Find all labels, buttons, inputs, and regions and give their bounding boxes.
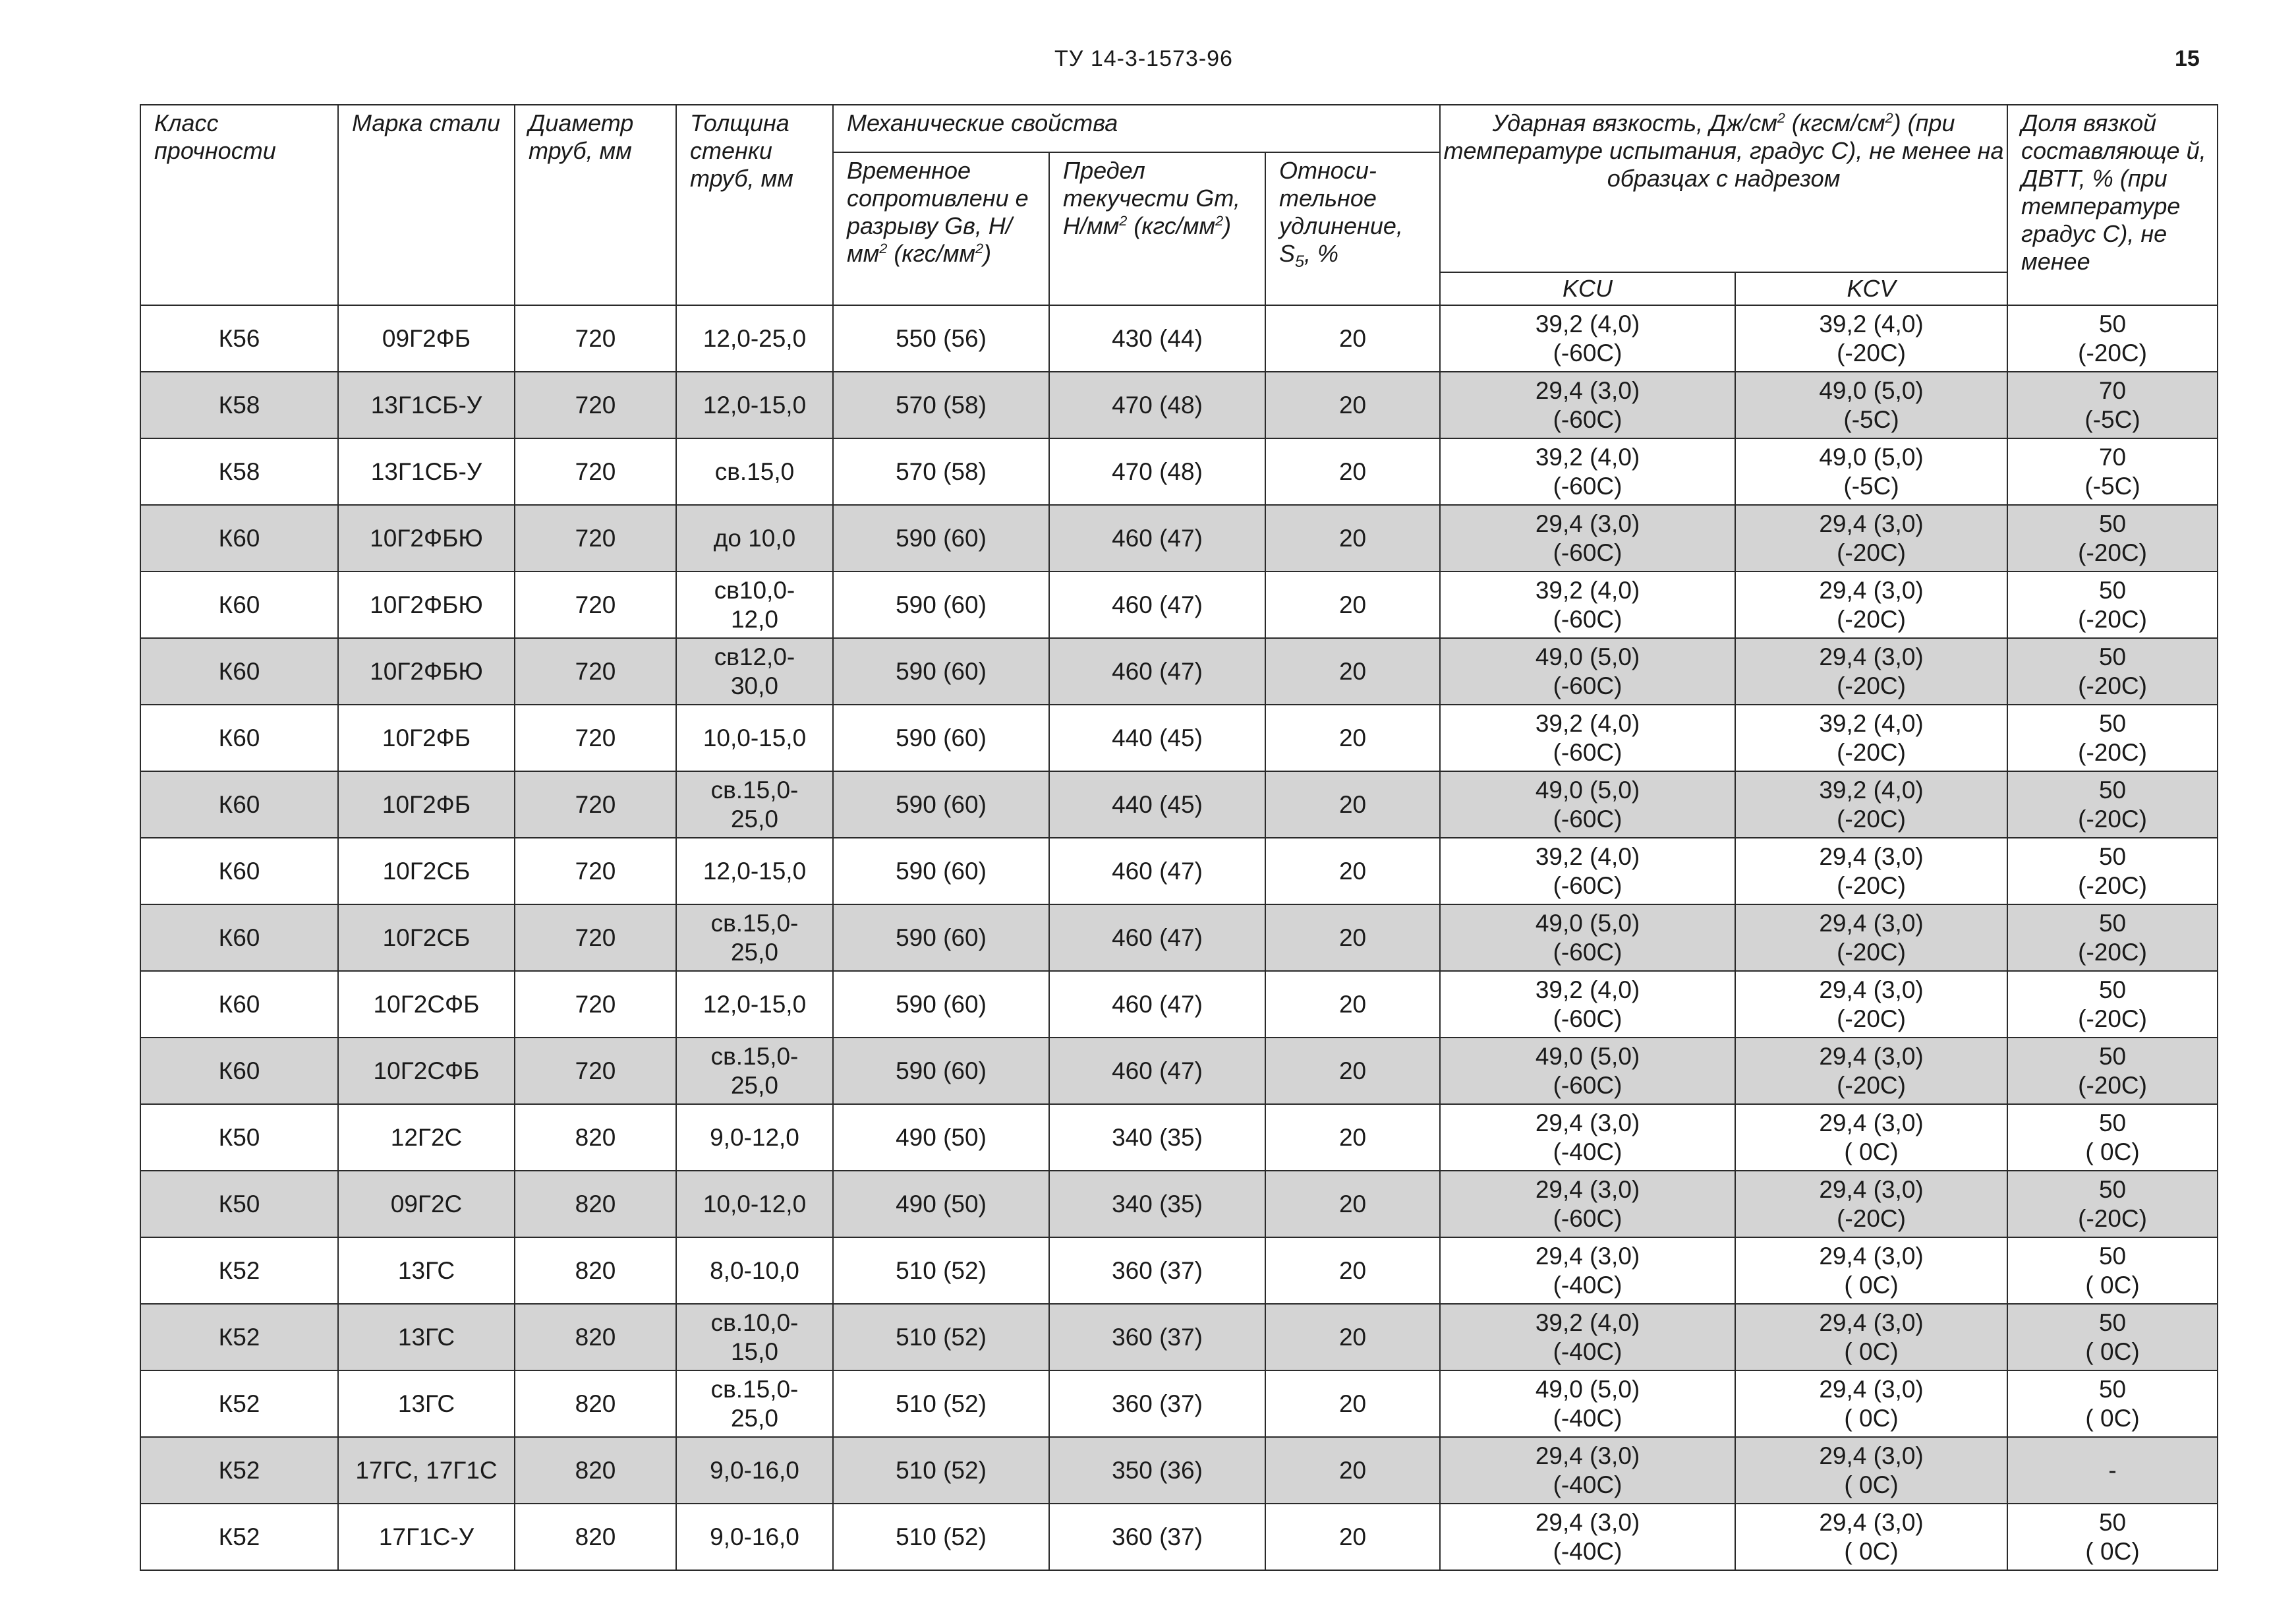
strength-class-cell: К60 <box>140 838 338 904</box>
kcu-cell: 49,0 (5,0) (-60С) <box>1440 1038 1735 1104</box>
ductile-fraction-cell: 50 (-20С) <box>2007 1038 2218 1104</box>
diameter-cell: 820 <box>515 1304 676 1370</box>
strength-class-cell: К52 <box>140 1370 338 1437</box>
steel-grade-cell: 10Г2СФБ <box>338 1038 515 1104</box>
kcv-cell: 29,4 (3,0) (-20С) <box>1735 572 2007 638</box>
tensile-strength-cell: 590 (60) <box>833 572 1049 638</box>
diameter-cell: 820 <box>515 1104 676 1171</box>
table-row <box>140 838 2218 904</box>
diameter-cell: 720 <box>515 638 676 705</box>
yield-strength-cell: 350 (36) <box>1049 1437 1265 1504</box>
steel-grade-cell: 13ГС <box>338 1304 515 1370</box>
kcv-cell: 29,4 (3,0) (-20С) <box>1735 838 2007 904</box>
table-row <box>140 1304 2218 1370</box>
strength-class-cell: К56 <box>140 305 338 372</box>
table-row <box>140 1437 2218 1504</box>
tensile-strength-cell: 590 (60) <box>833 638 1049 705</box>
wall-thickness-cell: 12,0-15,0 <box>676 838 833 904</box>
yield-strength-cell: 360 (37) <box>1049 1370 1265 1437</box>
strength-class-cell: К60 <box>140 572 338 638</box>
tensile-strength-cell: 510 (52) <box>833 1504 1049 1570</box>
elongation-cell: 20 <box>1265 904 1440 971</box>
kcu-cell: 39,2 (4,0) (-60С) <box>1440 971 1735 1038</box>
ductile-fraction-cell: 50 (-20С) <box>2007 505 2218 572</box>
yield-strength-cell: 460 (47) <box>1049 572 1265 638</box>
strength-class-cell: К60 <box>140 771 338 838</box>
tensile-strength-cell: 510 (52) <box>833 1370 1049 1437</box>
yield-strength-cell: 340 (35) <box>1049 1171 1265 1237</box>
header-tensile-strength: Временное сопротивлени е разрыву Gв, $Н/мм^2$ $(кгс/мм^2)$ <box>833 152 1049 305</box>
header-wall-thickness: Толщина стенки труб, мм <box>676 105 833 305</box>
kcv-cell: 29,4 (3,0) ( 0С) <box>1735 1370 2007 1437</box>
wall-thickness-cell: св.15,0- 25,0 <box>676 771 833 838</box>
wall-thickness-cell: 12,0-25,0 <box>676 305 833 372</box>
kcu-cell: 29,4 (3,0) (-60С) <box>1440 505 1735 572</box>
kcv-cell: 29,4 (3,0) (-20С) <box>1735 904 2007 971</box>
tensile-strength-cell: 590 (60) <box>833 705 1049 771</box>
diameter-cell: 720 <box>515 838 676 904</box>
table-row <box>140 904 2218 971</box>
tensile-strength-cell: 510 (52) <box>833 1304 1049 1370</box>
kcu-cell: 39,2 (4,0) (-60С) <box>1440 438 1735 505</box>
table-header <box>140 105 2218 305</box>
header-yield-strength: Предел текучести Gт, $Н/мм^2$ $(кгс/мм^2)$ <box>1049 152 1265 305</box>
diameter-cell: 720 <box>515 904 676 971</box>
wall-thickness-cell: до 10,0 <box>676 505 833 572</box>
header-kcu: KCU <box>1440 272 1735 305</box>
elongation-cell: 20 <box>1265 1237 1440 1304</box>
kcv-cell: 39,2 (4,0) (-20С) <box>1735 705 2007 771</box>
ductile-fraction-cell: 50 ( 0С) <box>2007 1504 2218 1570</box>
tensile-strength-cell: 590 (60) <box>833 971 1049 1038</box>
diameter-cell: 820 <box>515 1504 676 1570</box>
wall-thickness-cell: св.15,0- 25,0 <box>676 904 833 971</box>
strength-class-cell: К60 <box>140 705 338 771</box>
yield-strength-cell: 460 (47) <box>1049 505 1265 572</box>
strength-class-cell: К60 <box>140 971 338 1038</box>
yield-strength-cell: 360 (37) <box>1049 1237 1265 1304</box>
header-steel-grade: Марка стали <box>338 105 515 305</box>
ductile-fraction-cell: 50 ( 0С) <box>2007 1237 2218 1304</box>
table-row <box>140 705 2218 771</box>
elongation-cell: 20 <box>1265 1038 1440 1104</box>
steel-grade-cell: 12Г2С <box>338 1104 515 1171</box>
ductile-fraction-cell: 50 (-20С) <box>2007 771 2218 838</box>
kcu-cell: 29,4 (3,0) (-40С) <box>1440 1237 1735 1304</box>
table-body <box>140 305 2218 1570</box>
elongation-cell: 20 <box>1265 838 1440 904</box>
elongation-cell: 20 <box>1265 438 1440 505</box>
ductile-fraction-cell: 50 ( 0С) <box>2007 1304 2218 1370</box>
kcv-cell: 29,4 (3,0) ( 0С) <box>1735 1304 2007 1370</box>
kcv-cell: 39,2 (4,0) (-20С) <box>1735 305 2007 372</box>
ductile-fraction-cell: 50 (-20С) <box>2007 1171 2218 1237</box>
kcu-cell: 49,0 (5,0) (-60С) <box>1440 904 1735 971</box>
steel-grade-cell: 09Г2С <box>338 1171 515 1237</box>
steel-grade-cell: 17Г1С-У <box>338 1504 515 1570</box>
tensile-strength-cell: 570 (58) <box>833 372 1049 438</box>
kcv-cell: 39,2 (4,0) (-20С) <box>1735 771 2007 838</box>
steel-grade-cell: 09Г2ФБ <box>338 305 515 372</box>
header-kcv: KCV <box>1735 272 2007 305</box>
table-row <box>140 305 2218 372</box>
diameter-cell: 720 <box>515 705 676 771</box>
wall-thickness-cell: св12,0- 30,0 <box>676 638 833 705</box>
diameter-cell: 720 <box>515 372 676 438</box>
diameter-cell: 820 <box>515 1237 676 1304</box>
elongation-cell: 20 <box>1265 305 1440 372</box>
strength-class-cell: К50 <box>140 1171 338 1237</box>
kcv-cell: 29,4 (3,0) ( 0С) <box>1735 1504 2007 1570</box>
table-row <box>140 1104 2218 1171</box>
diameter-cell: 720 <box>515 505 676 572</box>
elongation-cell: 20 <box>1265 638 1440 705</box>
yield-strength-cell: 340 (35) <box>1049 1104 1265 1171</box>
tensile-strength-cell: 570 (58) <box>833 438 1049 505</box>
strength-class-cell: К60 <box>140 638 338 705</box>
kcv-cell: 29,4 (3,0) (-20С) <box>1735 638 2007 705</box>
wall-thickness-cell: 10,0-12,0 <box>676 1171 833 1237</box>
yield-strength-cell: 460 (47) <box>1049 1038 1265 1104</box>
wall-thickness-cell: 9,0-16,0 <box>676 1504 833 1570</box>
strength-class-cell: К52 <box>140 1304 338 1370</box>
kcv-cell: 29,4 (3,0) ( 0С) <box>1735 1237 2007 1304</box>
yield-strength-cell: 430 (44) <box>1049 305 1265 372</box>
wall-thickness-cell: 8,0-10,0 <box>676 1237 833 1304</box>
ductile-fraction-cell: 50 (-20С) <box>2007 705 2218 771</box>
steel-pipe-properties-table <box>140 104 2218 1571</box>
diameter-cell: 820 <box>515 1437 676 1504</box>
ductile-fraction-cell: 50 (-20С) <box>2007 638 2218 705</box>
elongation-cell: 20 <box>1265 372 1440 438</box>
diameter-cell: 820 <box>515 1370 676 1437</box>
tensile-strength-cell: 510 (52) <box>833 1437 1049 1504</box>
ductile-fraction-cell: 50 (-20С) <box>2007 838 2218 904</box>
kcu-cell: 29,4 (3,0) (-40С) <box>1440 1104 1735 1171</box>
ductile-fraction-cell: 50 ( 0С) <box>2007 1370 2218 1437</box>
diameter-cell: 720 <box>515 438 676 505</box>
table-row <box>140 1370 2218 1437</box>
kcu-cell: 39,2 (4,0) (-60С) <box>1440 305 1735 372</box>
kcu-cell: 49,0 (5,0) (-40С) <box>1440 1370 1735 1437</box>
elongation-cell: 20 <box>1265 1370 1440 1437</box>
strength-class-cell: К60 <box>140 505 338 572</box>
strength-class-cell: К58 <box>140 438 338 505</box>
strength-class-cell: К52 <box>140 1504 338 1570</box>
diameter-cell: 720 <box>515 1038 676 1104</box>
table-row <box>140 572 2218 638</box>
steel-grade-cell: 10Г2ФБ <box>338 771 515 838</box>
strength-class-cell: К58 <box>140 372 338 438</box>
yield-strength-cell: 440 (45) <box>1049 771 1265 838</box>
steel-grade-cell: 17ГС, 17Г1С <box>338 1437 515 1504</box>
elongation-cell: 20 <box>1265 1171 1440 1237</box>
elongation-cell: 20 <box>1265 971 1440 1038</box>
wall-thickness-cell: 9,0-12,0 <box>676 1104 833 1171</box>
table-row <box>140 1504 2218 1570</box>
kcu-cell: 39,2 (4,0) (-60С) <box>1440 838 1735 904</box>
steel-grade-cell: 10Г2ФБЮ <box>338 505 515 572</box>
kcu-cell: 29,4 (3,0) (-40С) <box>1440 1437 1735 1504</box>
steel-grade-cell: 10Г2СБ <box>338 838 515 904</box>
elongation-cell: 20 <box>1265 1304 1440 1370</box>
kcu-cell: 29,4 (3,0) (-60С) <box>1440 372 1735 438</box>
kcv-cell: 29,4 (3,0) (-20С) <box>1735 505 2007 572</box>
header-elongation: Относи- тельное удлинение, $S_5$, % <box>1265 152 1440 305</box>
ductile-fraction-cell: 50 (-20С) <box>2007 572 2218 638</box>
elongation-cell: 20 <box>1265 572 1440 638</box>
diameter-cell: 820 <box>515 1171 676 1237</box>
header-strength-class: Класс прочности <box>140 105 338 305</box>
steel-grade-cell: 10Г2ФБ <box>338 705 515 771</box>
table-row <box>140 638 2218 705</box>
steel-grade-cell: 13ГС <box>338 1370 515 1437</box>
wall-thickness-cell: св10,0- 12,0 <box>676 572 833 638</box>
tensile-strength-cell: 590 (60) <box>833 771 1049 838</box>
tensile-strength-cell: 490 (50) <box>833 1104 1049 1171</box>
kcv-cell: 29,4 (3,0) (-20С) <box>1735 971 2007 1038</box>
steel-grade-cell: 13Г1СБ-У <box>338 438 515 505</box>
tensile-strength-cell: 550 (56) <box>833 305 1049 372</box>
tensile-strength-cell: 590 (60) <box>833 1038 1049 1104</box>
table-row <box>140 1237 2218 1304</box>
ductile-fraction-cell: 50 (-20С) <box>2007 904 2218 971</box>
wall-thickness-cell: 10,0-15,0 <box>676 705 833 771</box>
table-row <box>140 1038 2218 1104</box>
kcv-cell: 29,4 (3,0) (-20С) <box>1735 1038 2007 1104</box>
wall-thickness-cell: св.10,0- 15,0 <box>676 1304 833 1370</box>
ductile-fraction-cell: 70 (-5С) <box>2007 438 2218 505</box>
steel-grade-cell: 10Г2ФБЮ <box>338 638 515 705</box>
header-ductile-fraction: Доля вязкой составляюще й, ДВТТ, % (при температуре градус С), не менее <box>2007 105 2218 305</box>
wall-thickness-cell: 9,0-16,0 <box>676 1437 833 1504</box>
header-pipe-diameter: Диаметр труб, мм <box>515 105 676 305</box>
yield-strength-cell: 460 (47) <box>1049 638 1265 705</box>
elongation-cell: 20 <box>1265 705 1440 771</box>
table-row <box>140 505 2218 572</box>
elongation-cell: 20 <box>1265 505 1440 572</box>
diameter-cell: 720 <box>515 305 676 372</box>
kcv-cell: 49,0 (5,0) (-5С) <box>1735 438 2007 505</box>
strength-class-cell: К52 <box>140 1237 338 1304</box>
wall-thickness-cell: св.15,0- 25,0 <box>676 1370 833 1437</box>
document-title: ТУ 14-3-1573-96 <box>1054 46 1233 71</box>
table-row <box>140 372 2218 438</box>
yield-strength-cell: 470 (48) <box>1049 438 1265 505</box>
tensile-strength-cell: 590 (60) <box>833 904 1049 971</box>
ductile-fraction-cell: 50 (-20С) <box>2007 971 2218 1038</box>
elongation-cell: 20 <box>1265 1104 1440 1171</box>
kcv-cell: 29,4 (3,0) ( 0С) <box>1735 1104 2007 1171</box>
table-row <box>140 438 2218 505</box>
table-row <box>140 1171 2218 1237</box>
elongation-cell: 20 <box>1265 771 1440 838</box>
wall-thickness-cell: св.15,0- 25,0 <box>676 1038 833 1104</box>
kcv-cell: 29,4 (3,0) (-20С) <box>1735 1171 2007 1237</box>
header-impact-toughness: Ударная вязкость, $Дж/см^2$ $(кгсм/см^2)$ (при температуре испытания, градус С), не менее на образцах с надрезом <box>1440 105 2007 272</box>
diameter-cell: 720 <box>515 971 676 1038</box>
steel-grade-cell: 10Г2ФБЮ <box>338 572 515 638</box>
yield-strength-cell: 460 (47) <box>1049 971 1265 1038</box>
yield-strength-cell: 470 (48) <box>1049 372 1265 438</box>
strength-class-cell: К60 <box>140 1038 338 1104</box>
yield-strength-cell: 360 (37) <box>1049 1504 1265 1570</box>
wall-thickness-cell: 12,0-15,0 <box>676 971 833 1038</box>
strength-class-cell: К52 <box>140 1437 338 1504</box>
wall-thickness-cell: св.15,0 <box>676 438 833 505</box>
ductile-fraction-cell: - <box>2007 1437 2218 1504</box>
steel-grade-cell: 10Г2СФБ <box>338 971 515 1038</box>
table-row <box>140 971 2218 1038</box>
strength-class-cell: К50 <box>140 1104 338 1171</box>
kcu-cell: 39,2 (4,0) (-60С) <box>1440 572 1735 638</box>
steel-grade-cell: 13Г1СБ-У <box>338 372 515 438</box>
tensile-strength-cell: 590 (60) <box>833 505 1049 572</box>
diameter-cell: 720 <box>515 771 676 838</box>
elongation-cell: 20 <box>1265 1437 1440 1504</box>
wall-thickness-cell: 12,0-15,0 <box>676 372 833 438</box>
kcu-cell: 39,2 (4,0) (-40С) <box>1440 1304 1735 1370</box>
tensile-strength-cell: 590 (60) <box>833 838 1049 904</box>
table-row <box>140 771 2218 838</box>
kcv-cell: 29,4 (3,0) ( 0С) <box>1735 1437 2007 1504</box>
yield-strength-cell: 460 (47) <box>1049 904 1265 971</box>
header-mechanical-properties: Механические свойства <box>833 105 1440 152</box>
ductile-fraction-cell: 50 ( 0С) <box>2007 1104 2218 1171</box>
strength-class-cell: К60 <box>140 904 338 971</box>
elongation-cell: 20 <box>1265 1504 1440 1570</box>
yield-strength-cell: 440 (45) <box>1049 705 1265 771</box>
kcu-cell: 39,2 (4,0) (-60С) <box>1440 705 1735 771</box>
yield-strength-cell: 360 (37) <box>1049 1304 1265 1370</box>
kcv-cell: 49,0 (5,0) (-5С) <box>1735 372 2007 438</box>
kcu-cell: 49,0 (5,0) (-60С) <box>1440 771 1735 838</box>
tensile-strength-cell: 490 (50) <box>833 1171 1049 1237</box>
steel-grade-cell: 13ГС <box>338 1237 515 1304</box>
ductile-fraction-cell: 50 (-20С) <box>2007 305 2218 372</box>
tensile-strength-cell: 510 (52) <box>833 1237 1049 1304</box>
kcu-cell: 49,0 (5,0) (-60С) <box>1440 638 1735 705</box>
kcu-cell: 29,4 (3,0) (-60С) <box>1440 1171 1735 1237</box>
document-header <box>0 40 2296 79</box>
steel-grade-cell: 10Г2СБ <box>338 904 515 971</box>
page-number: 15 <box>2175 46 2200 71</box>
ductile-fraction-cell: 70 (-5С) <box>2007 372 2218 438</box>
kcu-cell: 29,4 (3,0) (-40С) <box>1440 1504 1735 1570</box>
yield-strength-cell: 460 (47) <box>1049 838 1265 904</box>
diameter-cell: 720 <box>515 572 676 638</box>
